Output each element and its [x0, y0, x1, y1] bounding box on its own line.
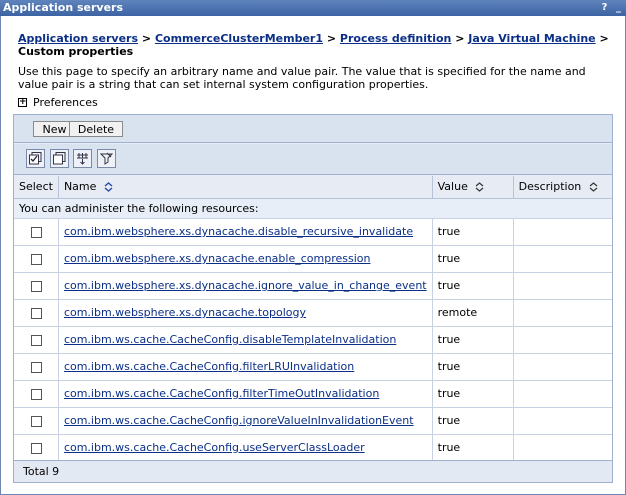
- row-description-cell: [513, 434, 612, 461]
- table-row: [14, 380, 612, 407]
- breadcrumb-current: Custom properties: [18, 45, 134, 58]
- new-button[interactable]: New: [33, 121, 76, 137]
- custom-properties-table: [14, 176, 612, 462]
- row-name-cell: [58, 353, 432, 380]
- expand-icon[interactable]: +: [19, 97, 27, 107]
- page-description: Use this page to specify an arbitrary name and value pair. The value that is specified for the name and value pair is a string that can set internal system configuration properties.: [18, 65, 586, 91]
- row-name-cell: [58, 245, 432, 272]
- table-footer: [14, 460, 612, 482]
- row-checkbox[interactable]: [31, 443, 42, 454]
- table-row: [14, 272, 612, 299]
- table-row: [14, 245, 612, 272]
- minimize-icon[interactable]: _: [616, 2, 621, 13]
- row-value-cell: true: [432, 326, 513, 353]
- row-name-cell: [58, 326, 432, 353]
- row-checkbox[interactable]: [31, 335, 42, 346]
- info-row: [14, 198, 612, 218]
- row-checkbox[interactable]: [31, 254, 42, 265]
- delete-button[interactable]: Delete: [69, 121, 123, 137]
- row-name-cell: [58, 407, 432, 434]
- breadcrumb-separator: >: [599, 32, 609, 45]
- column-name[interactable]: [58, 176, 432, 198]
- row-select-cell: [14, 353, 58, 380]
- help-icon[interactable]: ?: [601, 2, 608, 13]
- property-name-link[interactable]: com.ibm.ws.cache.CacheConfig.filterTimeOutInvalidation: [63, 387, 380, 400]
- property-name-link[interactable]: com.ibm.ws.cache.CacheConfig.disableTemplateInvalidation: [63, 333, 397, 346]
- row-select-cell: [14, 407, 58, 434]
- preferences-label[interactable]: Preferences: [33, 96, 98, 109]
- show-filter-icon[interactable]: [73, 149, 92, 168]
- breadcrumb-separator: >: [455, 32, 465, 45]
- row-select-cell: [14, 380, 58, 407]
- row-description-cell: [513, 407, 612, 434]
- property-name-link[interactable]: com.ibm.websphere.xs.dynacache.ignore_value_in_change_event: [63, 279, 427, 292]
- sort-icon[interactable]: [475, 182, 484, 192]
- row-value-cell: true: [432, 272, 513, 299]
- row-description-cell: [513, 299, 612, 326]
- table-row: [14, 434, 612, 461]
- preferences-toggle[interactable]: [18, 96, 98, 109]
- table-row: [14, 407, 612, 434]
- row-select-cell: [14, 272, 58, 299]
- row-name-cell: [58, 218, 432, 245]
- row-value-cell: remote: [432, 299, 513, 326]
- row-checkbox[interactable]: [31, 281, 42, 292]
- row-checkbox[interactable]: [31, 227, 42, 238]
- row-checkbox[interactable]: [31, 308, 42, 319]
- info-text: You can administer the following resources:: [14, 198, 612, 218]
- property-name-link[interactable]: com.ibm.websphere.xs.dynacache.topology: [63, 306, 306, 319]
- row-description-cell: [513, 272, 612, 299]
- total-count: Total 9: [23, 465, 60, 478]
- row-checkbox[interactable]: [31, 416, 42, 427]
- row-value-cell: true: [432, 218, 513, 245]
- column-description[interactable]: [513, 176, 612, 198]
- table-header-row: [14, 176, 612, 198]
- row-select-cell: [14, 245, 58, 272]
- row-name-cell: [58, 299, 432, 326]
- row-select-cell: [14, 218, 58, 245]
- row-value-cell: true: [432, 245, 513, 272]
- sort-icon[interactable]: [104, 182, 113, 192]
- row-value-cell: true: [432, 434, 513, 461]
- icon-toolbar: [14, 144, 612, 175]
- deselect-all-icon[interactable]: [50, 149, 69, 168]
- column-select: Select: [14, 176, 58, 198]
- column-name-label[interactable]: Name: [63, 180, 97, 194]
- row-value-cell: true: [432, 353, 513, 380]
- row-name-cell: [58, 434, 432, 461]
- breadcrumb-java-virtual-machine[interactable]: Java Virtual Machine: [468, 32, 596, 45]
- breadcrumb-commerce-cluster-member[interactable]: CommerceClusterMember1: [154, 32, 324, 45]
- select-all-icon[interactable]: [26, 149, 45, 168]
- row-value-cell: true: [432, 380, 513, 407]
- row-checkbox[interactable]: [31, 389, 42, 400]
- row-description-cell: [513, 380, 612, 407]
- collection-panel: [13, 114, 613, 483]
- sort-icon[interactable]: [589, 182, 598, 192]
- table-row: [14, 299, 612, 326]
- row-value-cell: true: [432, 407, 513, 434]
- column-value-label[interactable]: Value: [437, 180, 468, 194]
- window-titlebar: [0, 0, 626, 16]
- clear-filter-icon[interactable]: [97, 149, 116, 168]
- property-name-link[interactable]: com.ibm.ws.cache.CacheConfig.useServerClassLoader: [63, 441, 365, 454]
- breadcrumb-separator: >: [326, 32, 337, 45]
- breadcrumb-application-servers[interactable]: Application servers: [18, 32, 139, 45]
- row-select-cell: [14, 434, 58, 461]
- property-name-link[interactable]: com.ibm.websphere.xs.dynacache.disable_recursive_invalidate: [63, 225, 414, 238]
- property-name-link[interactable]: com.ibm.ws.cache.CacheConfig.filterLRUInvalidation: [63, 360, 355, 373]
- row-description-cell: [513, 218, 612, 245]
- row-description-cell: [513, 245, 612, 272]
- row-description-cell: [513, 353, 612, 380]
- breadcrumb-process-definition[interactable]: Process definition: [339, 32, 452, 45]
- window-title: Application servers: [3, 1, 124, 14]
- row-name-cell: [58, 380, 432, 407]
- table-row: [14, 353, 612, 380]
- property-name-link[interactable]: com.ibm.ws.cache.CacheConfig.ignoreValueInInvalidationEvent: [63, 414, 414, 427]
- row-description-cell: [513, 326, 612, 353]
- breadcrumb: [18, 32, 618, 58]
- button-bar: [14, 115, 612, 143]
- property-name-link[interactable]: com.ibm.websphere.xs.dynacache.enable_compression: [63, 252, 371, 265]
- row-name-cell: [58, 272, 432, 299]
- column-description-label[interactable]: Description: [518, 180, 582, 194]
- breadcrumb-separator: >: [141, 32, 152, 45]
- row-checkbox[interactable]: [31, 362, 42, 373]
- row-select-cell: [14, 326, 58, 353]
- table-row: [14, 218, 612, 245]
- row-select-cell: [14, 299, 58, 326]
- column-value[interactable]: [432, 176, 513, 198]
- table-row: [14, 326, 612, 353]
